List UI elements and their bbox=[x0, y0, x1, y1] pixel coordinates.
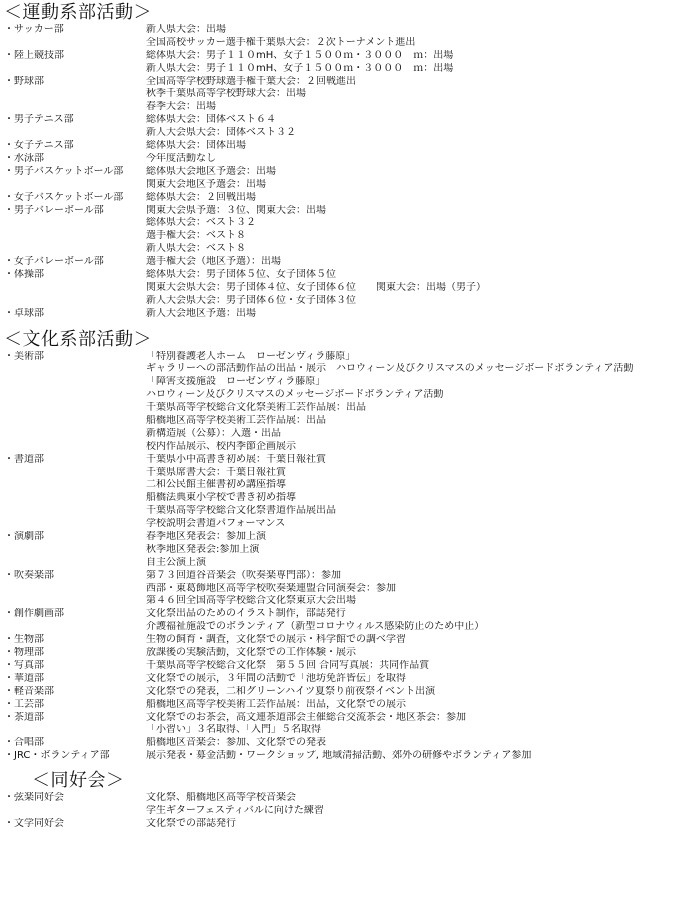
club-name: ・女子テニス部 bbox=[4, 140, 74, 152]
achievement-line: 船橋地区音楽会：参加、文化祭での発表 bbox=[146, 737, 326, 749]
achievement-line: 西部・東葛飾地区高等学校吹奏楽連盟合同演奏会：参加 bbox=[146, 582, 396, 594]
achievement-line: 関東大会地区予選会：出場 bbox=[146, 178, 266, 190]
section-heading: ＜文化系部活動＞ bbox=[4, 328, 152, 350]
achievement-line: 総体県大会：男子団体５位、女子団体５位 bbox=[146, 268, 336, 280]
club-achievements bbox=[146, 205, 690, 257]
achievement-line: 選手権大会（地区予選）：出場 bbox=[146, 256, 281, 268]
achievement-line: 介護福祉施設でのボランティア（新型コロナウィルス感染防止のため中止） bbox=[146, 621, 485, 633]
achievement-line: ハロウィーン及びクリスマスのメッセージボードボランティア活動 bbox=[146, 389, 444, 401]
club-entry bbox=[4, 699, 690, 712]
club-achievements bbox=[146, 660, 690, 673]
club-name: ・男子テニス部 bbox=[4, 114, 74, 126]
achievement-line: 春季地区発表会：参加上演 bbox=[146, 531, 266, 543]
club-entry bbox=[4, 570, 690, 609]
achievement-line: 総体県大会：男子１１０mH、女子１５００ｍ・３０００ ｍ：出場 bbox=[146, 49, 454, 61]
club-name: ・写真部 bbox=[4, 659, 44, 671]
club-entry bbox=[4, 660, 690, 673]
club-achievements bbox=[146, 76, 690, 115]
club-entry bbox=[4, 205, 690, 257]
club-entry bbox=[4, 686, 690, 699]
achievement-line: 総体県大会地区予選会：出場 bbox=[146, 165, 276, 177]
club-name: ・卓球部 bbox=[4, 307, 44, 319]
club-name: ・男子バレーボール部 bbox=[4, 204, 104, 216]
achievement-line: 第４６回全国高等学校総合文化祭東京大会出場 bbox=[146, 595, 356, 607]
club-name: ・サッカー部 bbox=[4, 24, 64, 35]
achievement-line: 新人大会県大会：団体ベスト３２ bbox=[146, 127, 296, 139]
club-entry bbox=[4, 634, 690, 647]
club-name: ・男子バスケットボール部 bbox=[4, 165, 124, 177]
club-achievements bbox=[146, 673, 690, 686]
achievement-line: 関東大会県予選：３位、関東大会：出場 bbox=[146, 204, 326, 216]
club-name: ・野球部 bbox=[4, 75, 44, 87]
club-achievements bbox=[146, 308, 690, 321]
achievement-line: 文化祭での部誌発行 bbox=[146, 817, 236, 829]
club-achievements bbox=[146, 140, 690, 153]
club-entry bbox=[4, 750, 690, 763]
club-achievements bbox=[146, 531, 690, 570]
club-entry bbox=[4, 454, 690, 531]
club-achievements bbox=[146, 50, 690, 76]
achievement-line: 自主公演上演 bbox=[146, 556, 206, 568]
club-achievements bbox=[146, 192, 690, 205]
achievement-line: 千葉県高等学校総合文化祭美術工芸作品展：出品 bbox=[146, 402, 366, 414]
achievement-line: 関東大会県大会：男子団体４位、女子団体６位 関東大会：出場（男子） bbox=[146, 281, 486, 293]
club-achievements bbox=[146, 750, 690, 763]
achievement-line: 全国高等学校野球選手権千葉大会：２回戦進出 bbox=[146, 75, 356, 87]
club-achievements bbox=[146, 24, 690, 50]
club-name: ・文学同好会 bbox=[4, 817, 64, 829]
section-heading: ＜運動系部活動＞ bbox=[4, 2, 152, 23]
club-name: ・工芸部 bbox=[4, 698, 44, 710]
achievement-line: 展示発表・募金活動・ワークショップ, 地域清掃活動、郊外の研修やボランティア参加 bbox=[146, 750, 532, 762]
club-entry bbox=[4, 792, 690, 818]
club-achievements bbox=[146, 153, 690, 166]
section-athletic-clubs bbox=[4, 2, 690, 321]
section-heading: ＜同好会＞ bbox=[32, 770, 125, 792]
section-culture-clubs bbox=[4, 329, 690, 764]
achievement-line: 文化祭、船橋地区高等学校音楽会 bbox=[146, 792, 296, 804]
club-entry bbox=[4, 818, 690, 831]
club-achievements bbox=[146, 351, 690, 454]
club-name: ・書道部 bbox=[4, 453, 44, 465]
club-name: ・創作劇画部 bbox=[4, 608, 64, 620]
club-achievements bbox=[146, 712, 690, 738]
club-name: ・物理部 bbox=[4, 647, 44, 659]
achievement-line: 文化祭での展示，３年間の活動で「池坊免許皆伝」を取得 bbox=[146, 672, 406, 684]
achievement-line: 文化祭での発表，二和グリーンハイツ夏祭り前夜祭イベント出演 bbox=[146, 685, 436, 697]
club-entry bbox=[4, 531, 690, 570]
club-entry bbox=[4, 712, 690, 738]
achievement-line: 秋季地区発表会:参加上演 bbox=[146, 543, 260, 555]
club-achievements bbox=[146, 686, 690, 699]
club-name: ・吹奏楽部 bbox=[4, 569, 54, 581]
club-name: ・女子バレーボール部 bbox=[4, 256, 104, 268]
achievement-line: 文化祭でのお茶会，高文連茶道部会主催総合交流茶会・地区茶会：参加 bbox=[146, 711, 466, 723]
club-achievements bbox=[146, 114, 690, 140]
club-name: ・JRC・ボランティア部 bbox=[4, 750, 110, 762]
club-entry bbox=[4, 737, 690, 750]
club-entry bbox=[4, 673, 690, 686]
club-name: ・生物部 bbox=[4, 634, 44, 646]
achievement-line: 新人県大会：出場 bbox=[146, 24, 226, 35]
achievement-line: 学校説明会書道パフォーマンス bbox=[146, 518, 286, 530]
club-name: ・合唱部 bbox=[4, 737, 44, 749]
achievement-line: 新人大会県大会：男子団体６位・女子団体３位 bbox=[146, 294, 356, 306]
achievement-line: 新人大会地区予選：出場 bbox=[146, 307, 256, 319]
club-entry bbox=[4, 351, 690, 454]
club-name: ・華道部 bbox=[4, 672, 44, 684]
achievement-line: 船橋地区高等学校美術工芸作品展：出品 bbox=[146, 415, 326, 427]
club-entry bbox=[4, 76, 690, 115]
club-achievements bbox=[146, 269, 690, 308]
achievement-line: 総体県大会：ベスト３２ bbox=[146, 217, 256, 229]
club-entry bbox=[4, 50, 690, 76]
achievement-line: 船橋法典東小学校で書き初め指導 bbox=[146, 492, 296, 504]
club-achievements bbox=[146, 792, 690, 818]
achievement-line: 放課後の実験活動，文化祭での工作体験・展示 bbox=[146, 647, 356, 659]
club-name: ・体操部 bbox=[4, 268, 44, 280]
club-entry bbox=[4, 153, 690, 166]
club-entry bbox=[4, 308, 690, 321]
club-name: ・軽音楽部 bbox=[4, 685, 54, 697]
achievement-line: 第７３回道谷音楽会（吹奏楽専門部）：参加 bbox=[146, 569, 341, 581]
club-entry bbox=[4, 256, 690, 269]
achievement-line: 校内作品展示、校内季節企画展示 bbox=[146, 440, 296, 452]
achievement-line: 総体県大会：団体ベスト６４ bbox=[146, 114, 276, 126]
achievement-line: 「障害支援施設 ローゼンヴィラ藤原」 bbox=[146, 376, 326, 388]
achievement-line: 学生ギターフェスティバルに向けた練習 bbox=[146, 805, 324, 817]
achievement-line: 新人県大会：ベスト８ bbox=[146, 243, 246, 255]
club-name: ・茶道部 bbox=[4, 711, 44, 723]
club-name: ・美術部 bbox=[4, 350, 44, 362]
achievement-line: 生物の飼育・調査，文化祭での展示・科学館での調べ学習 bbox=[146, 634, 406, 646]
achievement-line: 新人県大会：男子１１０mH、女子１５００ｍ・３０００ ｍ：出場 bbox=[146, 62, 454, 74]
club-achievements bbox=[146, 570, 690, 609]
achievement-line: ギャラリーへの部活動作品の出品・展示 ハロウィーン及びクリスマスのメッセージボードボランティア活動 bbox=[146, 363, 634, 375]
achievement-line: 二和公民館主催書初め講座指導 bbox=[146, 479, 286, 491]
club-name: ・演劇部 bbox=[4, 531, 44, 543]
club-name: ・女子バスケットボール部 bbox=[4, 191, 124, 203]
achievement-line: 千葉県小中高書き初め展：千葉日報社賞 bbox=[146, 453, 326, 465]
club-achievements bbox=[146, 737, 690, 750]
club-achievements bbox=[146, 608, 690, 634]
achievement-line: 「小習い」３名取得、「入門」５名取得 bbox=[146, 724, 321, 736]
club-entry bbox=[4, 269, 690, 308]
club-entry bbox=[4, 166, 690, 192]
club-entry bbox=[4, 114, 690, 140]
club-achievements bbox=[146, 818, 690, 831]
achievement-line: 新構造展（公募）：入選・出品 bbox=[146, 427, 281, 439]
club-list bbox=[4, 351, 690, 764]
club-achievements bbox=[146, 166, 690, 192]
club-achievements bbox=[146, 647, 690, 660]
club-list bbox=[4, 24, 690, 321]
club-achievements bbox=[146, 634, 690, 647]
achievement-line: 選手権大会：ベスト８ bbox=[146, 230, 246, 242]
club-achievements bbox=[146, 454, 690, 531]
club-name: ・水泳部 bbox=[4, 152, 44, 164]
achievement-line: 千葉県席書大会：千葉日報社賞 bbox=[146, 466, 286, 478]
achievement-line: 秋季千葉県高等学校野球大会：出場 bbox=[146, 88, 306, 100]
achievement-line: 春季大会：出場 bbox=[146, 101, 216, 113]
club-entry bbox=[4, 192, 690, 205]
achievement-line: 総体県大会：団体出場 bbox=[146, 140, 246, 152]
club-entry bbox=[4, 647, 690, 660]
achievement-line: 文化祭出品のためのイラスト制作，部誌発行 bbox=[146, 608, 346, 620]
achievement-line: 全国高校サッカー選手権千葉県大会：２次トーナメント進出 bbox=[146, 36, 416, 48]
achievement-line: 船橋地区高等学校美術工芸作品展：出品，文化祭での展示 bbox=[146, 698, 406, 710]
club-entry bbox=[4, 608, 690, 634]
achievement-line: 千葉県高等学校総合文化祭書道作品展出品 bbox=[146, 505, 336, 517]
achievement-line: 千葉県高等学校総合文化祭 第５５回 合同写真展：共同作品賞 bbox=[146, 659, 430, 671]
achievement-line: 今年度活動なし bbox=[146, 152, 216, 164]
section-hobby-groups bbox=[4, 770, 690, 831]
club-achievements bbox=[146, 699, 690, 712]
club-name: ・陸上競技部 bbox=[4, 49, 64, 61]
achievement-line: 総体県大会：２回戦出場 bbox=[146, 191, 256, 203]
club-name: ・弦楽同好会 bbox=[4, 792, 64, 804]
club-list bbox=[4, 792, 690, 831]
club-achievements bbox=[146, 256, 690, 269]
achievement-line: 「特別養護老人ホーム ローゼンヴィラ藤原」 bbox=[146, 350, 356, 362]
club-entry bbox=[4, 24, 690, 50]
club-entry bbox=[4, 140, 690, 153]
